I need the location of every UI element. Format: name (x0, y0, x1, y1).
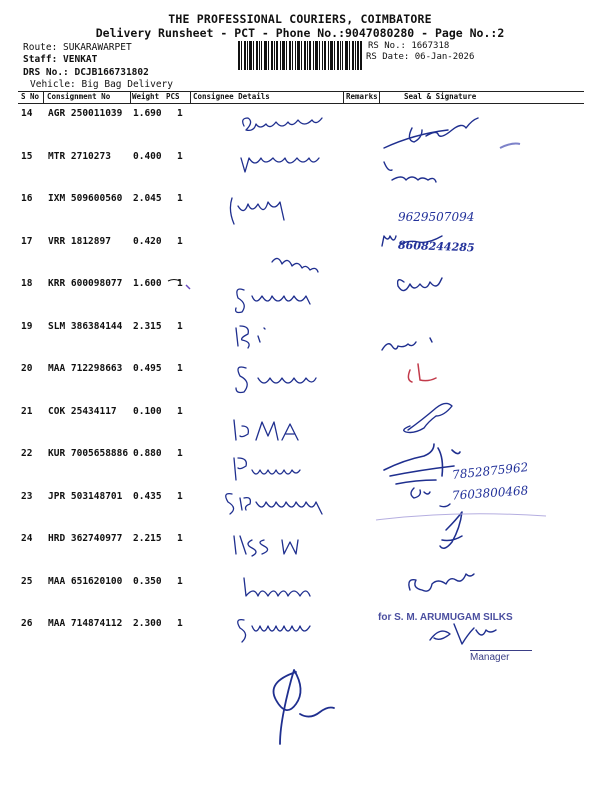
row-weight: 2.045 (133, 193, 162, 204)
col-header-seal: Seal & Signature (404, 92, 477, 101)
row-pcs: 1 (177, 363, 183, 374)
row-pcs: 1 (177, 108, 183, 119)
col-header-consignment: Consignment No (47, 92, 111, 101)
handwritten-phone-23: 7603800468 (451, 483, 529, 503)
handwritten-phone-16: 9629507094 (398, 210, 475, 224)
row-sno: 14 (21, 108, 33, 119)
col-header-consignee: Consignee Details (193, 92, 270, 101)
col-header-remarks: Remarks (346, 92, 378, 101)
row-sno: 20 (21, 363, 33, 374)
company-name: THE PROFESSIONAL COURIERS, COIMBATORE (168, 12, 432, 26)
row-weight: 0.420 (133, 235, 162, 247)
row-pcs: 1 (177, 193, 183, 204)
row-weight: 0.880 (133, 448, 162, 459)
runsheet-title: Delivery Runsheet - PCT - Phone No.:9047080280 - Page No.:2 (95, 26, 505, 40)
manager-label: Manager (470, 652, 510, 663)
row-consignment-no: MAA 714874112 (48, 618, 123, 629)
staff-label: Staff: VENKAT (23, 54, 98, 65)
row-sno: 19 (21, 320, 33, 332)
row-weight: 0.495 (133, 363, 162, 374)
row-pcs: 1 (177, 618, 183, 629)
row-consignment-no: IXM 509600560 (48, 193, 123, 204)
row-weight: 2.215 (133, 533, 162, 544)
row-consignment-no: VRR 1812897 (48, 235, 111, 247)
rs-number: RS No.: 1667318 (368, 41, 450, 51)
row-weight: 1.690 (133, 108, 162, 119)
row-pcs: 1 (177, 405, 183, 417)
row-weight: 1.600 (133, 278, 162, 289)
row-consignment-no: KRR 600098077 (48, 278, 123, 289)
row-consignment-no: JPR 503148701 (48, 490, 123, 502)
row-consignment-no: SLM 386384144 (48, 320, 123, 332)
row-consignment-no: MAA 712298663 (48, 363, 123, 374)
col-header-sno: S No (21, 92, 40, 101)
row-pcs: 1 (177, 490, 183, 502)
company-stamp: for S. M. ARUMUGAM SILKS (378, 612, 513, 623)
route-label: Route: SUKARAWARPET (23, 42, 132, 53)
vehicle-label: Vehicle: Big Bag Delivery (30, 79, 173, 90)
row-sno: 24 (21, 533, 33, 544)
row-consignment-no: MTR 2710273 (48, 150, 111, 162)
row-consignment-no: MAA 651620100 (48, 575, 123, 587)
row-consignment-no: HRD 362740977 (48, 533, 123, 544)
row-sno: 21 (21, 405, 33, 417)
row-weight: 0.400 (133, 150, 162, 162)
row-consignment-no: KUR 7005658886 (48, 448, 129, 459)
row-sno: 16 (21, 193, 33, 204)
drs-number: DRS No.: DCJB166731802 (23, 67, 149, 78)
rs-date: RS Date: 06-Jan-2026 (366, 52, 475, 62)
handwritten-phone-17: 8608244285 (397, 238, 475, 255)
row-pcs: 1 (177, 533, 183, 544)
row-weight: 2.300 (133, 618, 162, 629)
row-consignment-no: AGR 250011039 (48, 108, 123, 119)
row-pcs: 1 (177, 235, 183, 247)
row-pcs: 1 (177, 448, 183, 459)
row-pcs: 1 (177, 575, 183, 587)
row-sno: 26 (21, 618, 33, 629)
handwritten-phone-22: 7852875962 (451, 460, 529, 482)
row-pcs: 1 (177, 278, 183, 289)
row-sno: 25 (21, 575, 33, 587)
row-pcs: 1 (177, 150, 183, 162)
manager-rule (470, 650, 532, 651)
row-sno: 17 (21, 235, 33, 247)
col-header-pcs: PCS (166, 92, 180, 101)
row-weight: 0.100 (133, 405, 162, 417)
row-weight: 0.435 (133, 490, 162, 502)
row-weight: 2.315 (133, 320, 162, 332)
row-sno: 22 (21, 448, 33, 459)
row-sno: 15 (21, 150, 33, 162)
row-sno: 18 (21, 278, 33, 289)
row-sno: 23 (21, 490, 33, 502)
row-pcs: 1 (177, 320, 183, 332)
row-consignment-no: COK 25434117 (48, 405, 117, 417)
col-header-weight: Weight (132, 92, 160, 101)
row-weight: 0.350 (133, 575, 162, 587)
